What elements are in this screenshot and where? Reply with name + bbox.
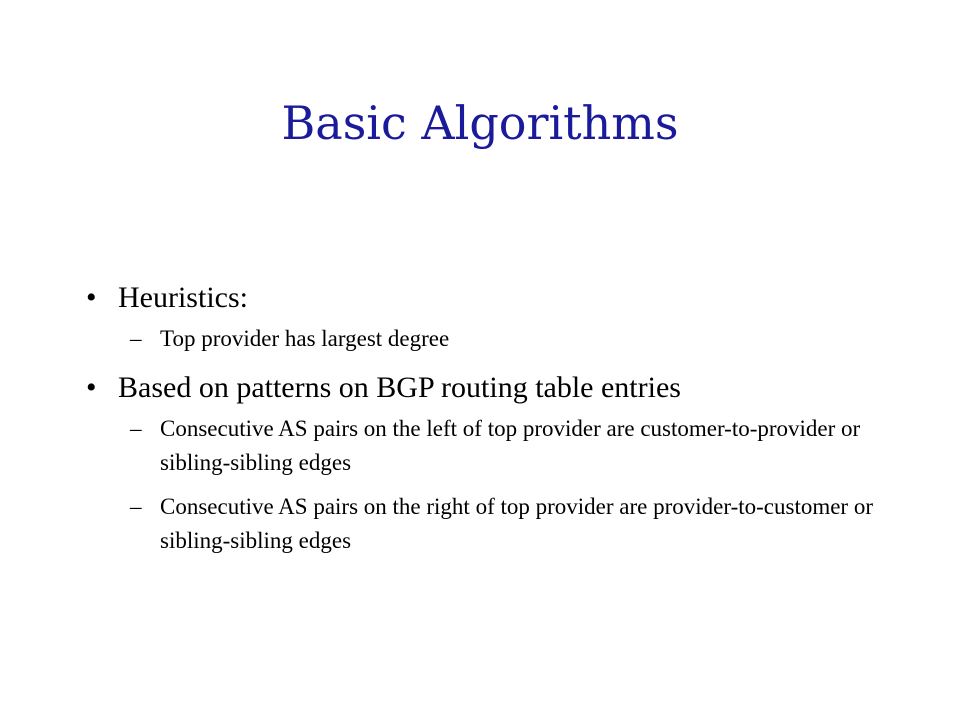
subbullet-text: Top provider has largest degree [160, 326, 450, 351]
bullet-heuristics [86, 276, 906, 320]
subbullet-marker: – [130, 416, 142, 441]
slide-content [86, 276, 906, 568]
subbullet-text: Consecutive AS pairs on the left of top provider are customer-to-provider or sibling-sibling edges [160, 416, 861, 475]
bullet-marker: • [86, 281, 97, 314]
bullet-marker: • [86, 371, 97, 404]
subbullet-right-of-top-provider [86, 490, 906, 558]
subbullet-marker: – [130, 326, 142, 351]
bullet-text: Based on patterns on BGP routing table entries [118, 371, 681, 404]
bullet-bgp-patterns [86, 366, 906, 410]
slide-title: Basic Algorithms [281, 96, 679, 150]
bullet-text: Heuristics: [118, 281, 248, 314]
subbullet-marker: – [130, 494, 142, 519]
subbullet-left-of-top-provider [86, 412, 906, 480]
subbullet-text: Consecutive AS pairs on the right of top provider are provider-to-customer or sibling-sibling edges [160, 494, 873, 553]
subbullet-top-provider [86, 322, 906, 356]
